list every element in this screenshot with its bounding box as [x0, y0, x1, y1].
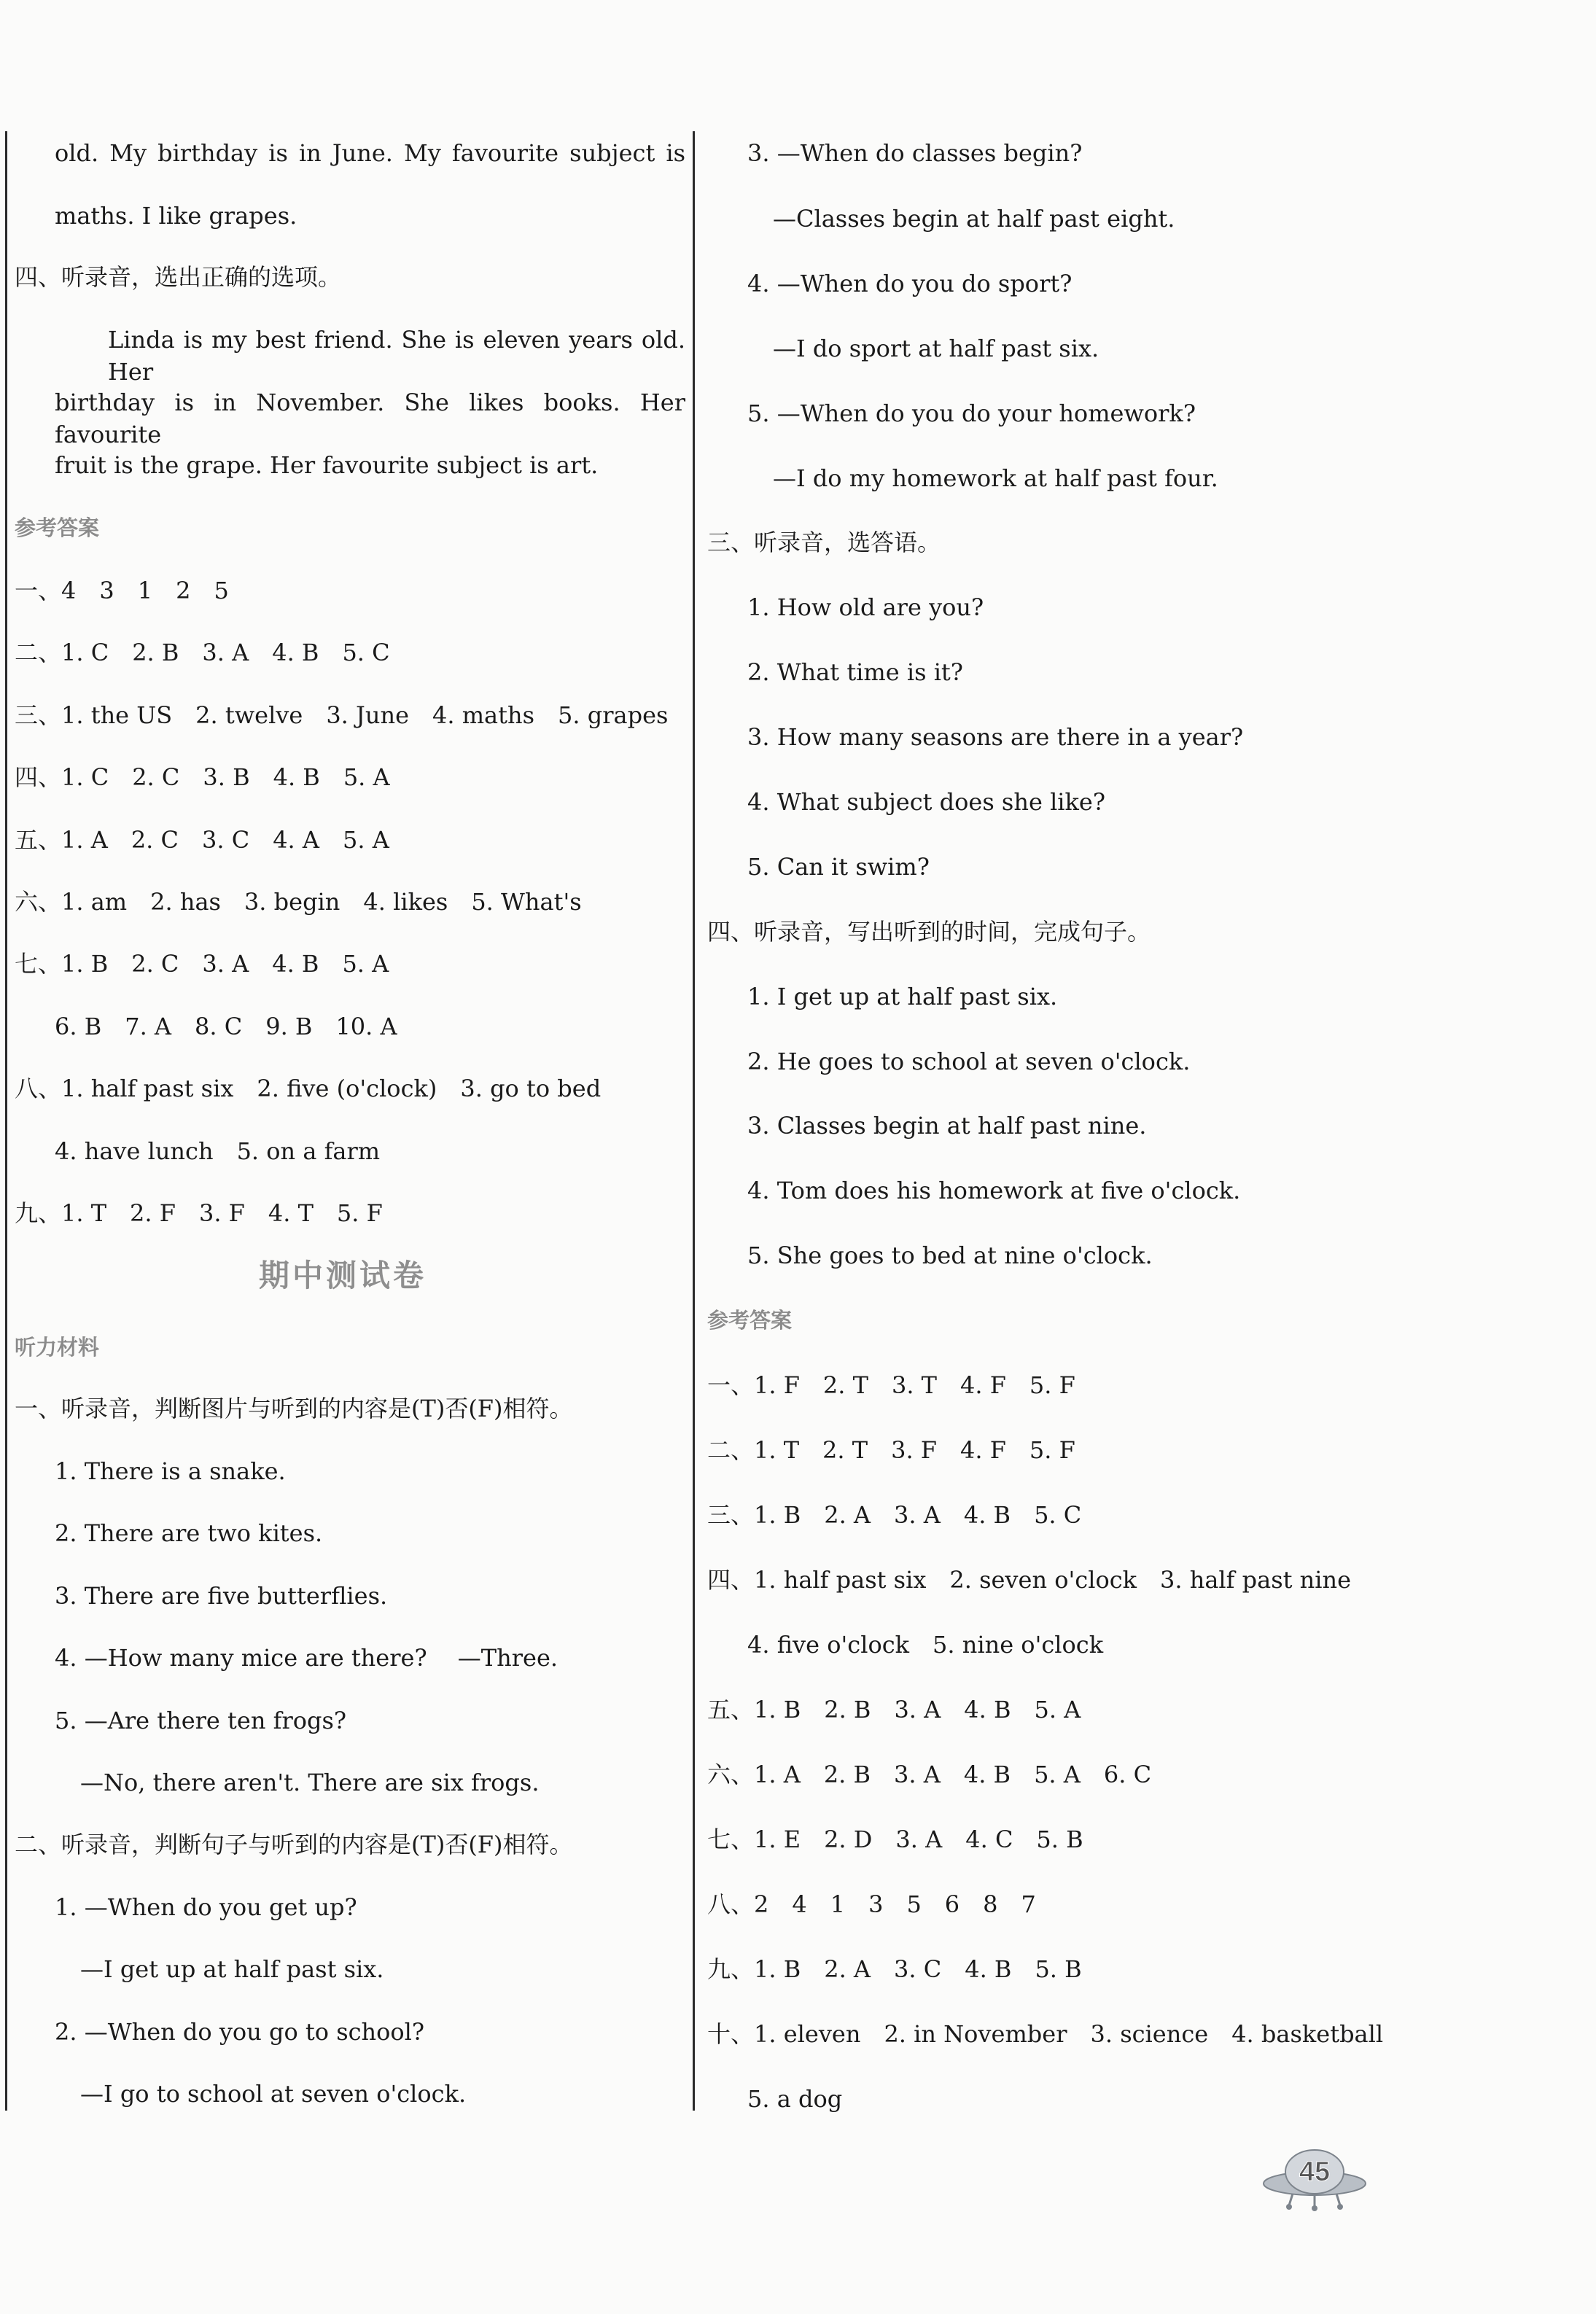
answer-line: 二、1. C 2. B 3. A 4. B 5. C: [15, 639, 390, 666]
text-line: 2. He goes to school at seven o'clock.: [747, 1048, 1191, 1075]
answer-line: 4. five o'clock 5. nine o'clock: [747, 1631, 1104, 1659]
text-line: 2. There are two kites.: [55, 1519, 323, 1547]
text-line: 1. —When do you get up?: [55, 1893, 357, 1921]
section-title: 期中测试卷: [259, 1258, 427, 1293]
text-line: Linda is my best friend. She is eleven years old. Her: [108, 326, 685, 386]
answer-line: 五、1. A 2. C 3. C 4. A 5. A: [15, 826, 389, 854]
answer-key-label: 参考答案: [707, 1308, 793, 1333]
answer-line: 4. have lunch 5. on a farm: [55, 1137, 381, 1165]
answer-line: 一、4 3 1 2 5: [15, 577, 229, 604]
answer-line: 四、1. half past six 2. seven o'clock 3. half past nine: [707, 1566, 1352, 1594]
answer-line: 三、1. the US 2. twelve 3. June 4. maths 5. grapes: [15, 701, 669, 729]
text-line: 4. Tom does his homework at five o'clock.: [747, 1177, 1241, 1204]
text-line: 5. She goes to bed at nine o'clock.: [747, 1242, 1153, 1269]
answer-line: 八、2 4 1 3 5 6 8 7: [707, 1890, 1036, 1918]
text-line: —Classes begin at half past eight.: [773, 205, 1175, 233]
text-line: —I go to school at seven o'clock.: [80, 2080, 467, 2108]
answer-line: 四、1. C 2. C 3. B 4. B 5. A: [15, 763, 390, 791]
section-heading: 一、听录音，判断图片与听到的内容是(T)否(F)相符。: [15, 1395, 573, 1422]
text-line: 4. —When do you do sport?: [747, 270, 1073, 297]
text-line: 3. There are five butterflies.: [55, 1582, 388, 1610]
section-heading: 三、听录音，选答语。: [707, 529, 941, 556]
text-line: 4. What subject does she like?: [747, 788, 1106, 816]
answer-line: 七、1. B 2. C 3. A 4. B 5. A: [15, 950, 389, 978]
text-line: —No, there aren't. There are six frogs.: [80, 1769, 540, 1796]
listening-material-label: 听力材料: [15, 1335, 100, 1360]
answer-line: 6. B 7. A 8. C 9. B 10. A: [55, 1013, 397, 1040]
text-line: 2. —When do you go to school?: [55, 2018, 425, 2046]
text-line: 2. What time is it?: [747, 658, 963, 686]
ufo-icon: [1260, 2140, 1369, 2213]
answer-line: 一、1. F 2. T 3. T 4. F 5. F: [707, 1371, 1075, 1399]
answer-line: 三、1. B 2. A 3. A 4. B 5. C: [707, 1501, 1082, 1529]
text-line: 1. How old are you?: [747, 593, 984, 621]
text-line: 3. —When do classes begin?: [747, 139, 1083, 167]
text-line: —I do my homework at half past four.: [773, 464, 1218, 492]
text-line: 5. Can it swim?: [747, 853, 930, 881]
section-heading: 四、听录音，选出正确的选项。: [15, 263, 342, 291]
answer-line: 十、1. eleven 2. in November 3. science 4. basketball: [707, 2020, 1384, 2048]
answer-line: 九、1. T 2. F 3. F 4. T 5. F: [15, 1199, 383, 1227]
text-line: 1. I get up at half past six.: [747, 983, 1058, 1010]
left-border-line: [5, 131, 7, 2111]
text-line: —I do sport at half past six.: [773, 335, 1099, 362]
text-line: 1. There is a snake.: [55, 1457, 286, 1485]
text-line: maths. I like grapes.: [55, 202, 297, 230]
text-line: fruit is the grape. Her favourite subject is art.: [55, 451, 599, 479]
text-line: birthday is in November. She likes books. Her favourite: [55, 389, 685, 448]
text-line: 3. How many seasons are there in a year?: [747, 723, 1244, 751]
page-number: 45: [1299, 2157, 1331, 2187]
answer-key-label: 参考答案: [15, 515, 100, 540]
answer-line: 七、1. E 2. D 3. A 4. C 5. B: [707, 1826, 1083, 1853]
text-line: old. My birthday is in June. My favourite subject is: [55, 139, 685, 167]
answer-line: 六、1. A 2. B 3. A 4. B 5. A 6. C: [707, 1761, 1152, 1788]
answer-line: 5. a dog: [747, 2085, 843, 2113]
text-line: —I get up at half past six.: [80, 1955, 384, 1983]
text-line: 5. —Are there ten frogs?: [55, 1707, 347, 1734]
answer-line: 八、1. half past six 2. five (o'clock) 3. go to bed: [15, 1075, 602, 1102]
answer-line: 九、1. B 2. A 3. C 4. B 5. B: [707, 1955, 1082, 1983]
answer-line: 六、1. am 2. has 3. begin 4. likes 5. What's: [15, 888, 582, 916]
section-heading: 四、听录音，写出听到的时间，完成句子。: [707, 918, 1151, 946]
text-line: 4. —How many mice are there? —Three.: [55, 1644, 558, 1672]
column-divider: [693, 131, 695, 2111]
text-line: 5. —When do you do your homework?: [747, 400, 1196, 427]
section-heading: 二、听录音，判断句子与听到的内容是(T)否(F)相符。: [15, 1831, 573, 1858]
text-line: 3. Classes begin at half past nine.: [747, 1112, 1147, 1140]
answer-line: 五、1. B 2. B 3. A 4. B 5. A: [707, 1696, 1081, 1723]
page-number-badge: [1260, 2140, 1369, 2213]
answer-line: 二、1. T 2. T 3. F 4. F 5. F: [707, 1436, 1075, 1464]
